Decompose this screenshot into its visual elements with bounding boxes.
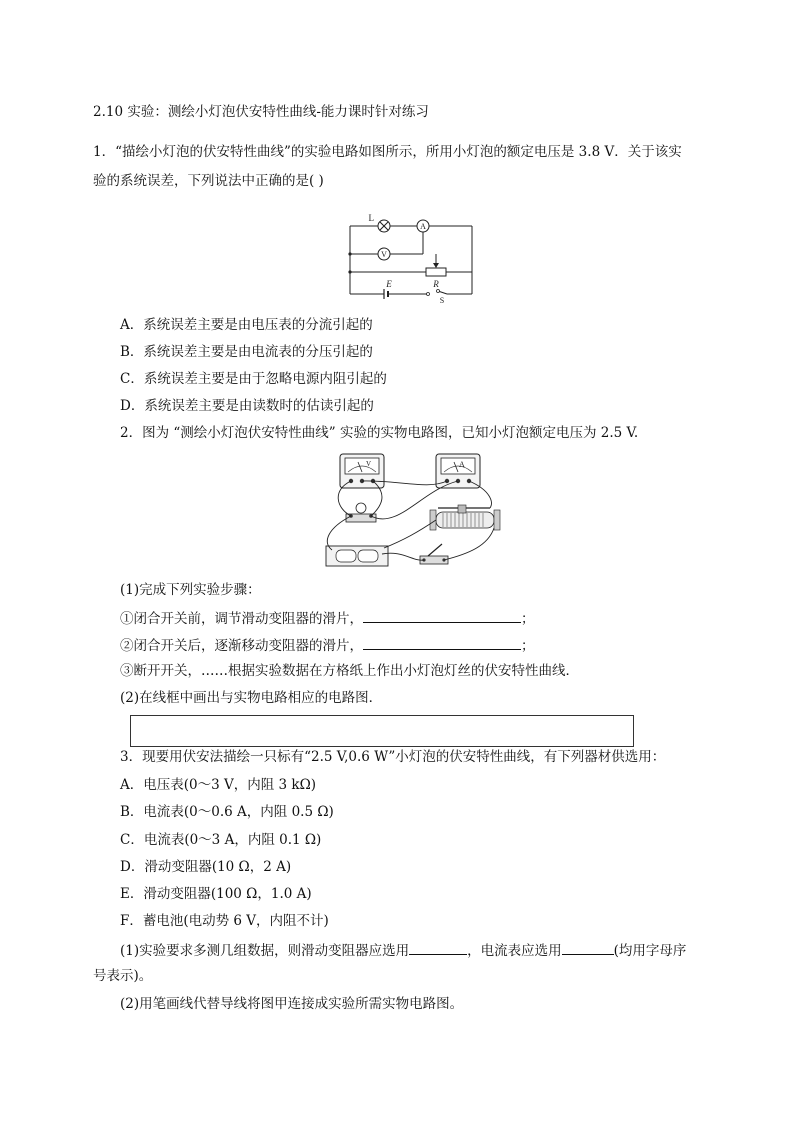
voltmeter-device-icon: [340, 454, 384, 488]
ammeter-symbol-icon: [417, 220, 429, 232]
q2-stem: 2．图为 “测绘小灯泡伏安特性曲线” 实验的实物电路图，已知小灯泡额定电压为 2.5 V.: [120, 425, 639, 441]
q1-option-b: B．系统误差主要是由电流表的分压引起的: [120, 344, 373, 360]
lamp-symbol-icon: [378, 220, 390, 232]
q1-stem-line2: 验的系统误差，下列说法中正确的是( ): [93, 173, 324, 189]
q2-apparatus-photo: [318, 450, 503, 575]
switch-label: S: [439, 296, 445, 305]
q2-step3: ③断开开关，……根据实验数据在方格纸上作出小灯泡灯丝的伏安特性曲线．: [120, 663, 579, 679]
emf-label: E: [386, 279, 392, 289]
battery-box-icon: [326, 546, 388, 566]
voltmeter-device-label: V: [366, 460, 372, 468]
q3-option-b: B．电流表(0～0.6 A，内阻 0.5 Ω): [120, 804, 334, 820]
page-title: 2.10 实验：测绘小灯泡伏安特性曲线-能力课时针对练习: [93, 104, 429, 120]
q3-part1-line2: 号表示)。: [93, 968, 153, 984]
voltmeter-label: V: [381, 250, 387, 259]
q2-part2: (2)在线框中画出与实物电路相应的电路图．: [120, 690, 383, 706]
q1-stem-line1: 1．“描绘小灯泡的伏安特性曲线”的实验电路如图所示，所用小灯泡的额定电压是 3.8 V．关于该实: [93, 144, 682, 160]
q2-step1-text: ①闭合开关前，调节滑动变阻器的滑片，: [120, 611, 363, 627]
q3-option-f: F．蓄电池(电动势 6 V，内阻不计): [120, 913, 329, 929]
q3-part1: [120, 940, 686, 960]
q3-option-e: E．滑动变阻器(100 Ω，1.0 A): [120, 886, 312, 902]
q3-ammeter-blank[interactable]: [562, 940, 614, 955]
q3-rheostat-blank[interactable]: [409, 940, 467, 955]
ammeter-device-label: A: [459, 460, 465, 469]
q2-step2-blank[interactable]: [363, 635, 521, 650]
q2-step1-blank[interactable]: [363, 608, 521, 623]
q2-part1-title: (1)完成下列实验步骤：: [120, 582, 261, 598]
q2-step2-end: ；: [521, 638, 535, 654]
q3-stem: 3．现要用伏安法描绘一只标有“2.5 V,0.6 W”小灯泡的伏安特性曲线，有下列器材供选用：: [120, 749, 666, 765]
q2-step1: [120, 608, 535, 628]
q2-drawing-box[interactable]: [130, 715, 634, 747]
q3-part1-text-a: (1)实验要求多测几组数据，则滑动变阻器应选用: [120, 943, 410, 959]
q2-step2: [120, 635, 535, 655]
q3-option-d: D．滑动变阻器(10 Ω，2 A): [120, 859, 292, 875]
rheostat-label: R: [433, 279, 439, 289]
ammeter-label: A: [420, 222, 426, 231]
q3-part1-text-b: ，电流表应选用: [467, 943, 562, 959]
rheostat-device-icon: [430, 505, 500, 530]
q1-option-c: C．系统误差主要是由于忽略电源内阻引起的: [120, 371, 387, 387]
q3-part1-text-c: (均用字母序: [613, 943, 687, 959]
q2-step2-text: ②闭合开关后，逐渐移动变阻器的滑片，: [120, 638, 363, 654]
voltmeter-symbol-icon: [378, 248, 390, 260]
q1-option-d: D．系统误差主要是由读数时的估读引起的: [120, 398, 374, 414]
q1-circuit-diagram: [346, 212, 476, 305]
q3-option-c: C．电流表(0～3 A，内阻 0.1 Ω): [120, 832, 322, 848]
q1-option-a: A．系统误差主要是由电压表的分流引起的: [120, 317, 373, 333]
q3-part2: (2)用笔画线代替导线将图甲连接成实验所需实物电路图。: [120, 996, 464, 1012]
lamp-holder-icon: [346, 503, 376, 522]
q3-option-a: A．电压表(0～3 V，内阻 3 kΩ): [120, 777, 317, 793]
q2-step1-end: ；: [521, 611, 535, 627]
lamp-label: L: [368, 213, 374, 223]
switch-device-icon: [420, 544, 448, 564]
